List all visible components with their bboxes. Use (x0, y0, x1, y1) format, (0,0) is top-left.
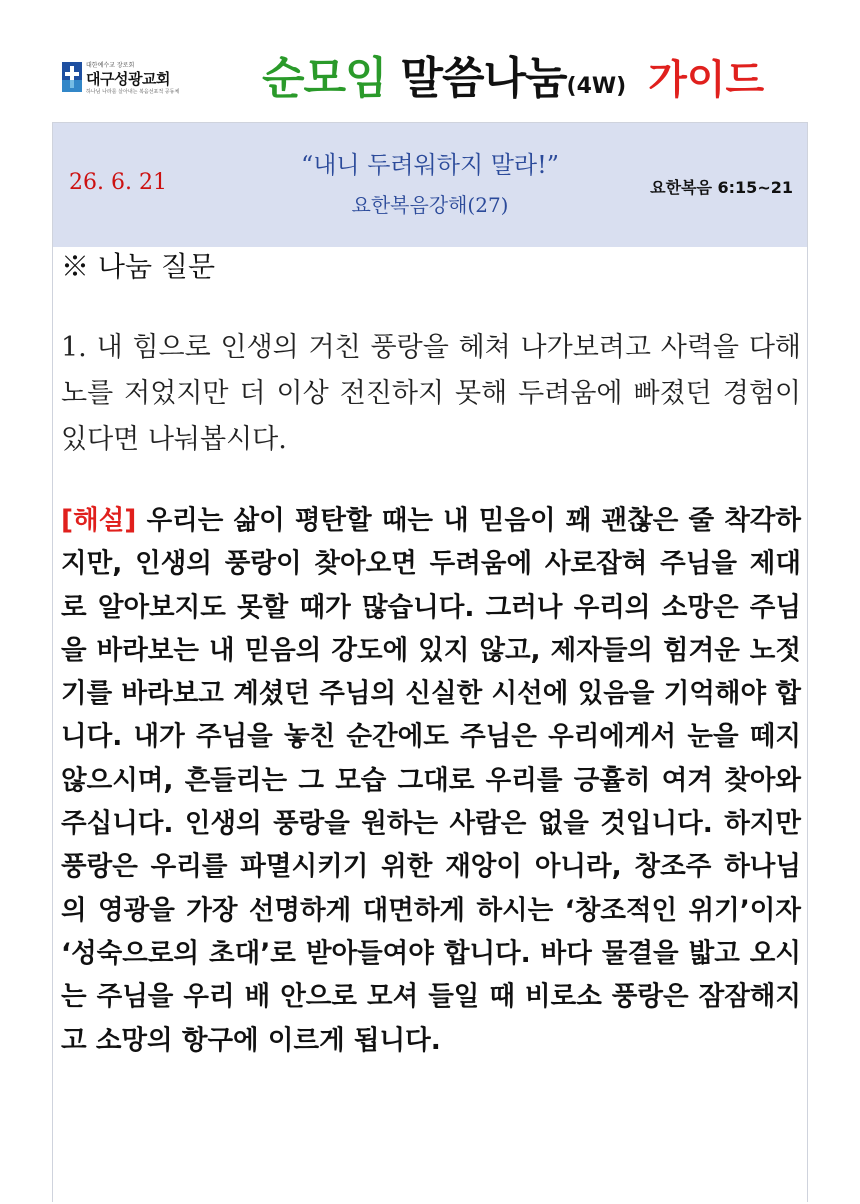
title-part-word-sharing: 말씀나눔 (400, 53, 567, 104)
sermon-info-band (53, 123, 807, 247)
commentary (61, 499, 801, 1062)
commentary-text: 우리는 삶이 평탄할 때는 내 믿음이 꽤 괜찮은 줄 착각하지만, 인생의 풍랑이 찾아오면 두려움에 사로잡혀 주님을 제대로 알아보지도 못할 때가 많습니다. 그러나 우리의 소망은 주님을 바라보는 내 믿음의 강도에 있지 않고, 제자들의 힘겨운 노젓기를 바라보고 계셨던 주님의 신실한 시선에 있음을 기억해야 합니다. 내가 주님을 놓친 순간에도 주님은 우리에게서 눈을 떼지 않으시며, 흔들리는 그 모습 그대로 우리를 긍휼히 여겨 찾아와 주십니다. 인생의 풍랑을 원하는 사람은 없을 것입니다. 하지만 풍랑은 우리를 파멸시키기 위한 재앙이 아니라, 창조주 하나님의 영광을 가장 선명하게 대면하게 하시는 ‘창조적인 위기’이자 ‘성숙으로의 초대’로 받아들여야 합니다. 바다 물결을 밟고 오시는 주님을 우리 배 안으로 모셔 들일 때 비로소 풍랑은 잠잠해지고 소망의 항구에 이르게 됩니다. (61, 505, 801, 1056)
sharing-question: 1. 내 힘으로 인생의 거친 풍랑을 헤쳐 나가보려고 사력을 다해 노를 저었지만 더 이상 전진하지 못해 두려움에 빠졌던 경험이 있다면 나눠봅시다. (61, 332, 801, 455)
sermon-title: “내니 두려워하지 말라!” (300, 151, 560, 179)
scripture-reference: 요한복음 6:15~21 (650, 178, 793, 197)
content-box (52, 122, 808, 1202)
commentary-label: [해설] (61, 505, 137, 536)
cross-logo-icon (62, 62, 82, 92)
sharing-heading: ※ 나눔 질문 (61, 250, 215, 283)
logo-church-name: 대구성광교회 (86, 70, 170, 88)
sermon-date: 26. 6. 21 (69, 170, 167, 195)
sharing-body (61, 247, 801, 1062)
title-part-4w: (4W) (566, 74, 627, 99)
title-part-small-group: 순모임 (262, 53, 387, 104)
page-header (0, 0, 860, 120)
logo-top-text: 대한예수교 장로회 (86, 62, 135, 69)
title-part-guide: 가이드 (648, 57, 765, 103)
church-logo (62, 58, 202, 98)
page-title (262, 42, 764, 106)
sermon-series: 요한복음강해(27) (351, 193, 509, 217)
logo-sub-text: 하나님 나라를 살아내는 복음선포적 공동체 (86, 89, 180, 95)
